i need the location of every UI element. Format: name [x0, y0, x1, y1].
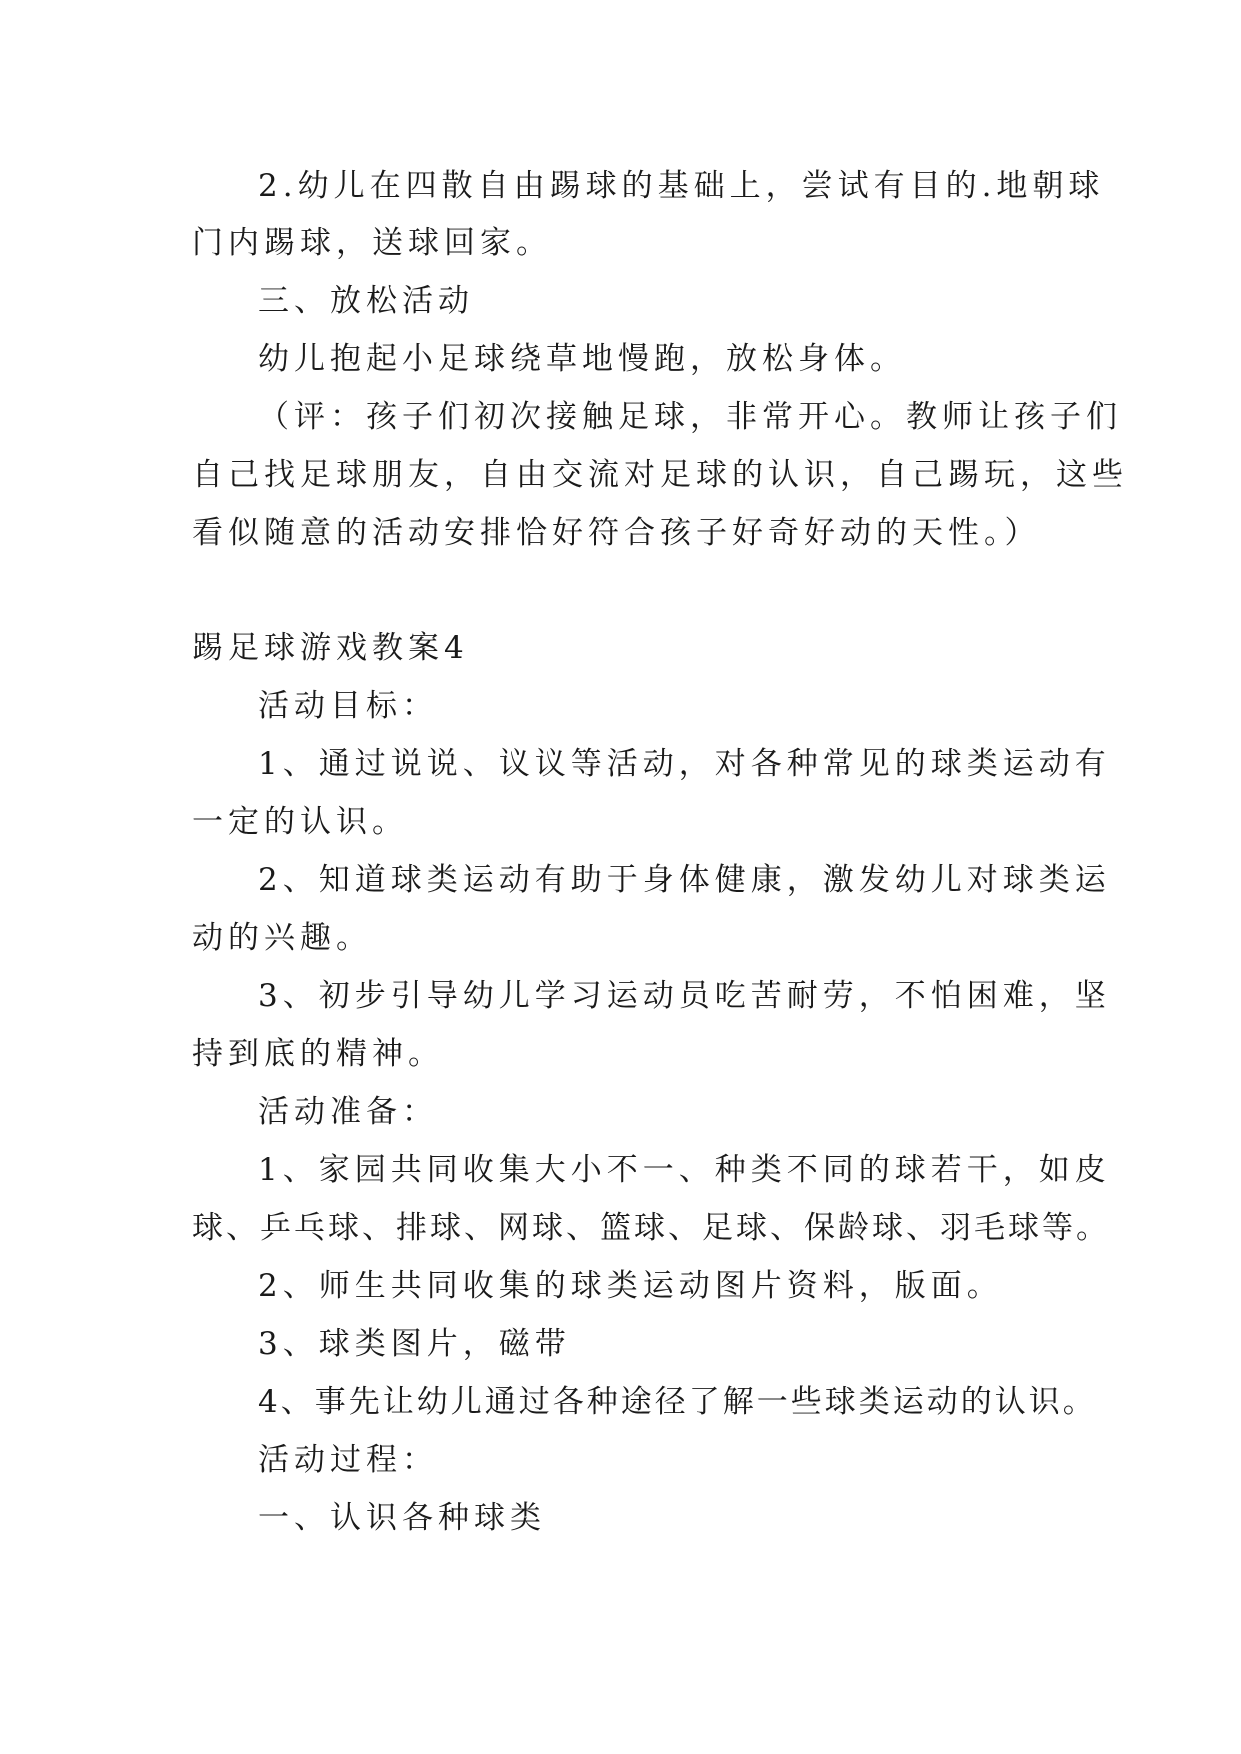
- section-heading: 三、放松活动: [258, 283, 474, 319]
- paragraph-line: 3、初步引导幼儿学习运动员吃苦耐劳，不怕困难，坚: [258, 978, 1111, 1014]
- paragraph-line: 2、知道球类运动有助于身体健康，激发幼儿对球类运: [258, 862, 1111, 898]
- paragraph-line: 动的兴趣。: [192, 920, 372, 956]
- paragraph-line: 幼儿抱起小足球绕草地慢跑，放松身体。: [258, 341, 906, 377]
- paragraph-line: 1、家园共同收集大小不一、种类不同的球若干，如皮: [258, 1152, 1111, 1188]
- paragraph-line: 门内踢球，送球回家。: [192, 225, 552, 261]
- paragraph-line: 2、师生共同收集的球类运动图片资料，版面。: [258, 1268, 1003, 1304]
- paragraph-line: 3、球类图片，磁带: [258, 1326, 571, 1362]
- section-heading: 活动目标：: [258, 688, 438, 724]
- section-heading: 一、认识各种球类: [258, 1500, 546, 1536]
- paragraph-line: 看似随意的活动安排恰好符合孩子好奇好动的天性。）: [192, 515, 1041, 551]
- paragraph-line: 持到底的精神。: [192, 1036, 444, 1072]
- section-heading: 活动准备：: [258, 1094, 438, 1130]
- paragraph-line: 球、乒乓球、排球、网球、篮球、足球、保龄球、羽毛球等。: [192, 1210, 1110, 1246]
- document-title: 踢足球游戏教案4: [192, 630, 469, 666]
- paragraph-line: 1、通过说说、议议等活动，对各种常见的球类运动有: [258, 746, 1111, 782]
- paragraph-line: 自己找足球朋友，自由交流对足球的认识，自己踢玩，这些: [192, 457, 1128, 493]
- section-heading: 活动过程：: [258, 1442, 438, 1478]
- paragraph-line: 4、事先让幼儿通过各种途径了解一些球类运动的认识。: [258, 1384, 1097, 1420]
- paragraph-line: 2.幼儿在四散自由踢球的基础上，尝试有目的.地朝球: [258, 168, 1105, 204]
- paragraph-line: 一定的认识。: [192, 804, 408, 840]
- paragraph-line: （评：孩子们初次接触足球，非常开心。教师让孩子们: [258, 399, 1122, 435]
